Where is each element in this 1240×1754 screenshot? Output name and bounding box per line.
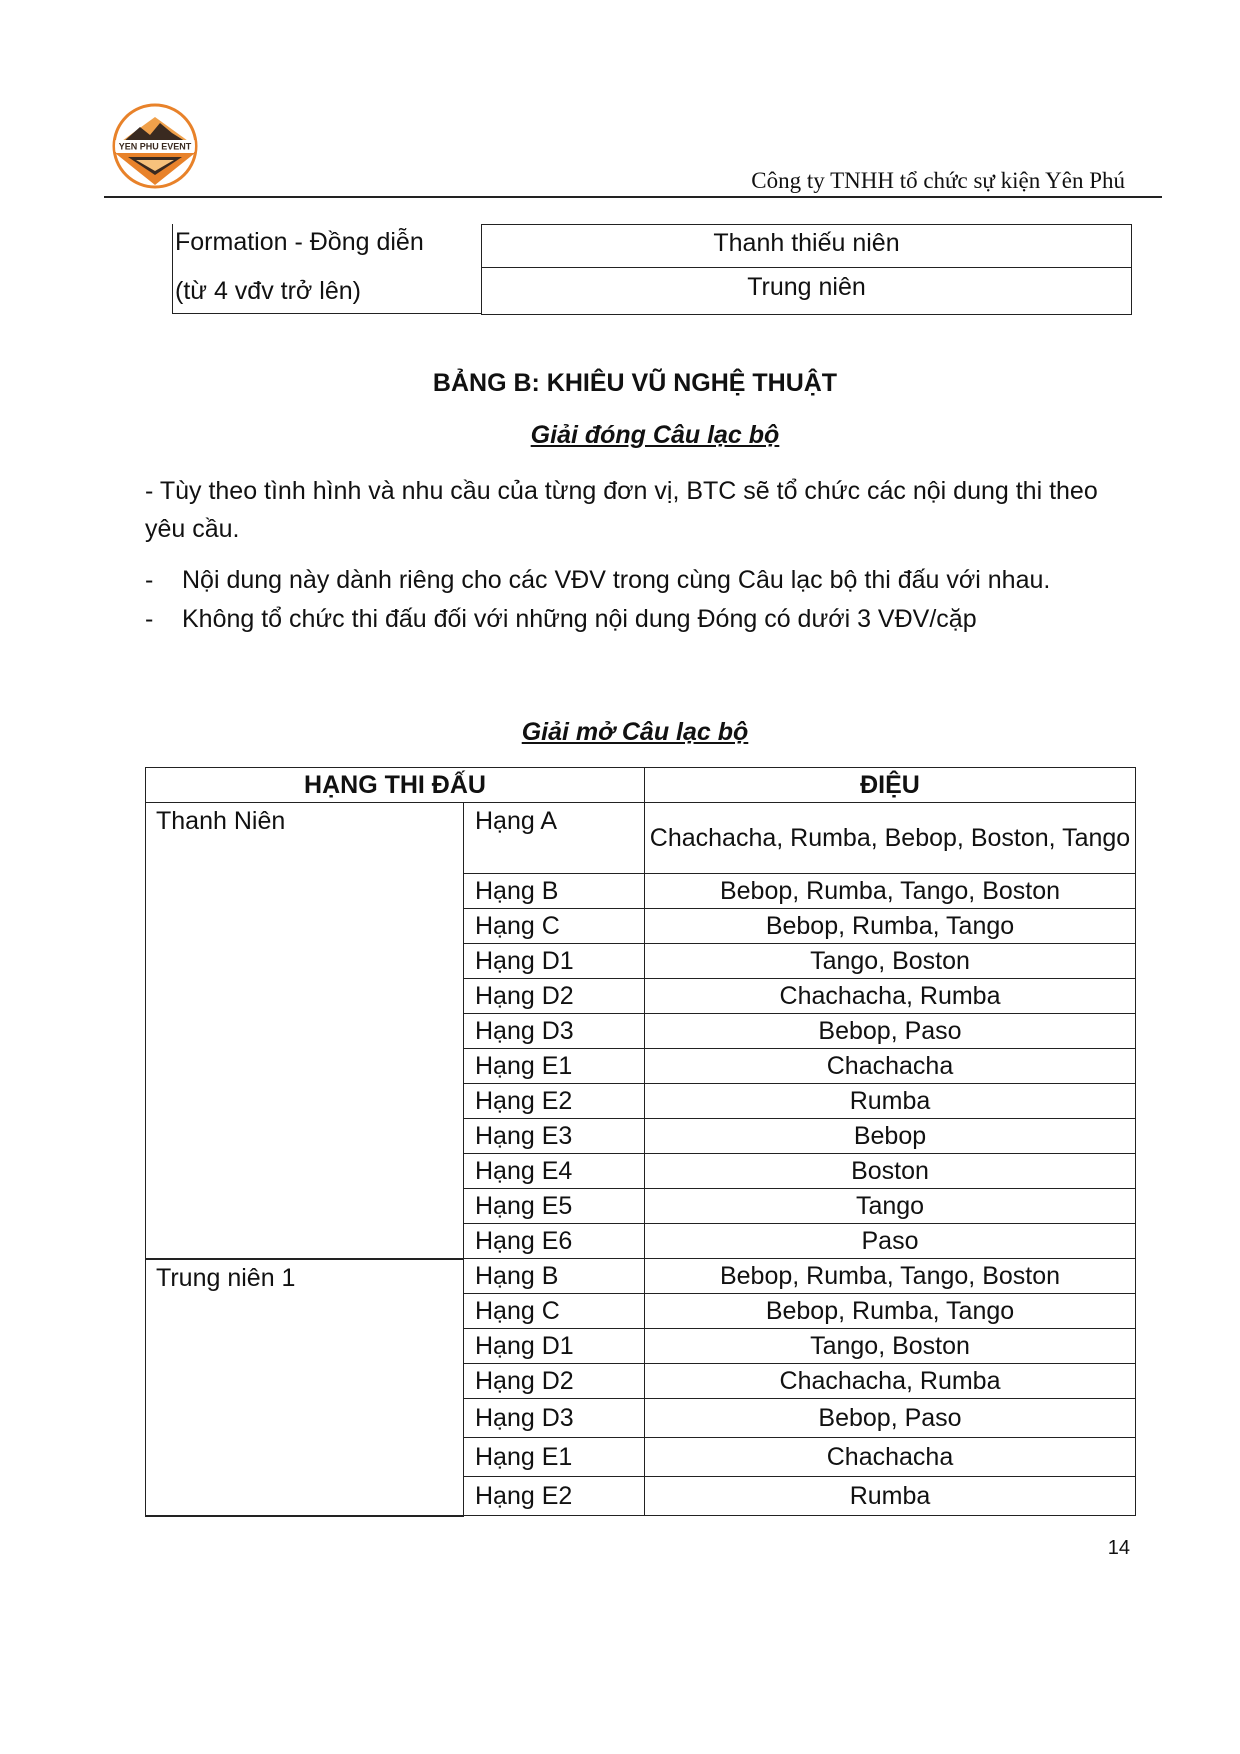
dance-cell: Bebop, Rumba, Tango, Boston	[645, 874, 1136, 909]
rank-cell: Hạng E1	[464, 1438, 645, 1477]
open-club-heading: Giải mở Câu lạc bộ	[521, 718, 749, 746]
formation-label-cell	[172, 224, 482, 314]
dance-cell: Boston	[645, 1154, 1136, 1189]
open-club-table	[145, 767, 1136, 1517]
formation-row-divider	[482, 267, 1131, 268]
bullet-text: Không tổ chức thi đấu đối với những nội dung Đóng có dưới 3 VĐV/cặp	[182, 605, 977, 633]
table-header-row	[146, 768, 1136, 803]
dance-cell: Bebop, Rumba, Tango	[645, 909, 1136, 944]
dance-cell: Chachacha	[645, 1438, 1136, 1477]
rank-cell: Hạng E5	[464, 1189, 645, 1224]
rank-cell: Hạng C	[464, 1294, 645, 1329]
rank-cell: Hạng D3	[464, 1014, 645, 1049]
rank-cell: Hạng E3	[464, 1119, 645, 1154]
table-row	[146, 1259, 1136, 1294]
rank-cell: Hạng B	[464, 874, 645, 909]
company-name: Công ty TNHH tổ chức sự kiện Yên Phú	[751, 168, 1125, 193]
company-logo	[106, 103, 204, 189]
bullet-dash: -	[145, 566, 154, 594]
bullet-text: Nội dung này dành riêng cho các VĐV trong cùng Câu lạc bộ thi đấu với nhau.	[182, 566, 1051, 594]
header-divider	[104, 196, 1162, 198]
rank-cell: Hạng E2	[464, 1084, 645, 1119]
dance-cell: Chachacha, Rumba	[645, 979, 1136, 1014]
dance-cell: Bebop	[645, 1119, 1136, 1154]
intro-paragraph: - Tùy theo tình hình và nhu cầu của từng đơn vị, BTC sẽ tổ chức các nội dung thi theo yêu cầu.	[145, 477, 1098, 543]
dance-cell: Tango, Boston	[645, 944, 1136, 979]
formation-label-line1: Formation - Đồng diễn	[175, 228, 424, 256]
dance-cell: Bebop, Rumba, Tango, Boston	[645, 1259, 1136, 1294]
rank-cell: Hạng A	[464, 803, 645, 874]
rank-cell: Hạng E1	[464, 1049, 645, 1084]
dance-cell: Bebop, Paso	[645, 1399, 1136, 1438]
rank-cell: Hạng D2	[464, 1364, 645, 1399]
page-number: 14	[1107, 1537, 1130, 1559]
header-rank: HẠNG THI ĐẤU	[146, 768, 645, 803]
dance-cell: Chachacha, Rumba	[645, 1364, 1136, 1399]
bullet-dash: -	[145, 605, 154, 633]
rank-cell: Hạng E6	[464, 1224, 645, 1259]
formation-label-line2: (từ 4 vđv trở lên)	[175, 277, 361, 305]
rank-cell: Hạng D2	[464, 979, 645, 1014]
dance-cell: Rumba	[645, 1477, 1136, 1516]
logo-text: YEN PHU EVENT	[118, 141, 192, 152]
dance-cell: Rumba	[645, 1084, 1136, 1119]
dance-cell: Bebop, Paso	[645, 1014, 1136, 1049]
closed-club-heading: Giải đóng Câu lạc bộ	[530, 421, 780, 449]
rank-cell: Hạng D3	[464, 1399, 645, 1438]
dance-cell: Tango	[645, 1189, 1136, 1224]
rank-cell: Hạng E2	[464, 1477, 645, 1516]
rank-cell: Hạng C	[464, 909, 645, 944]
rank-cell: Hạng B	[464, 1259, 645, 1294]
rank-cell: Hạng D1	[464, 1329, 645, 1364]
formation-row-middle-age: Trung niên	[747, 273, 866, 301]
group-name: Thanh Niên	[146, 803, 464, 1259]
dance-cell: Bebop, Rumba, Tango	[645, 1294, 1136, 1329]
dance-cell: Paso	[645, 1224, 1136, 1259]
rank-cell: Hạng D1	[464, 944, 645, 979]
board-title: BẢNG B: KHIÊU VŨ NGHỆ THUẬT	[432, 369, 838, 397]
group-name: Trung niên 1	[146, 1259, 464, 1516]
header-dance: ĐIỆU	[645, 768, 1136, 803]
table-row	[146, 803, 1136, 874]
formation-age-box	[481, 224, 1132, 315]
dance-cell: Chachacha, Rumba, Bebop, Boston, Tango	[645, 803, 1136, 874]
rank-cell: Hạng E4	[464, 1154, 645, 1189]
dance-cell: Chachacha	[645, 1049, 1136, 1084]
formation-row-youth: Thanh thiếu niên	[713, 229, 900, 257]
dance-cell: Tango, Boston	[645, 1329, 1136, 1364]
